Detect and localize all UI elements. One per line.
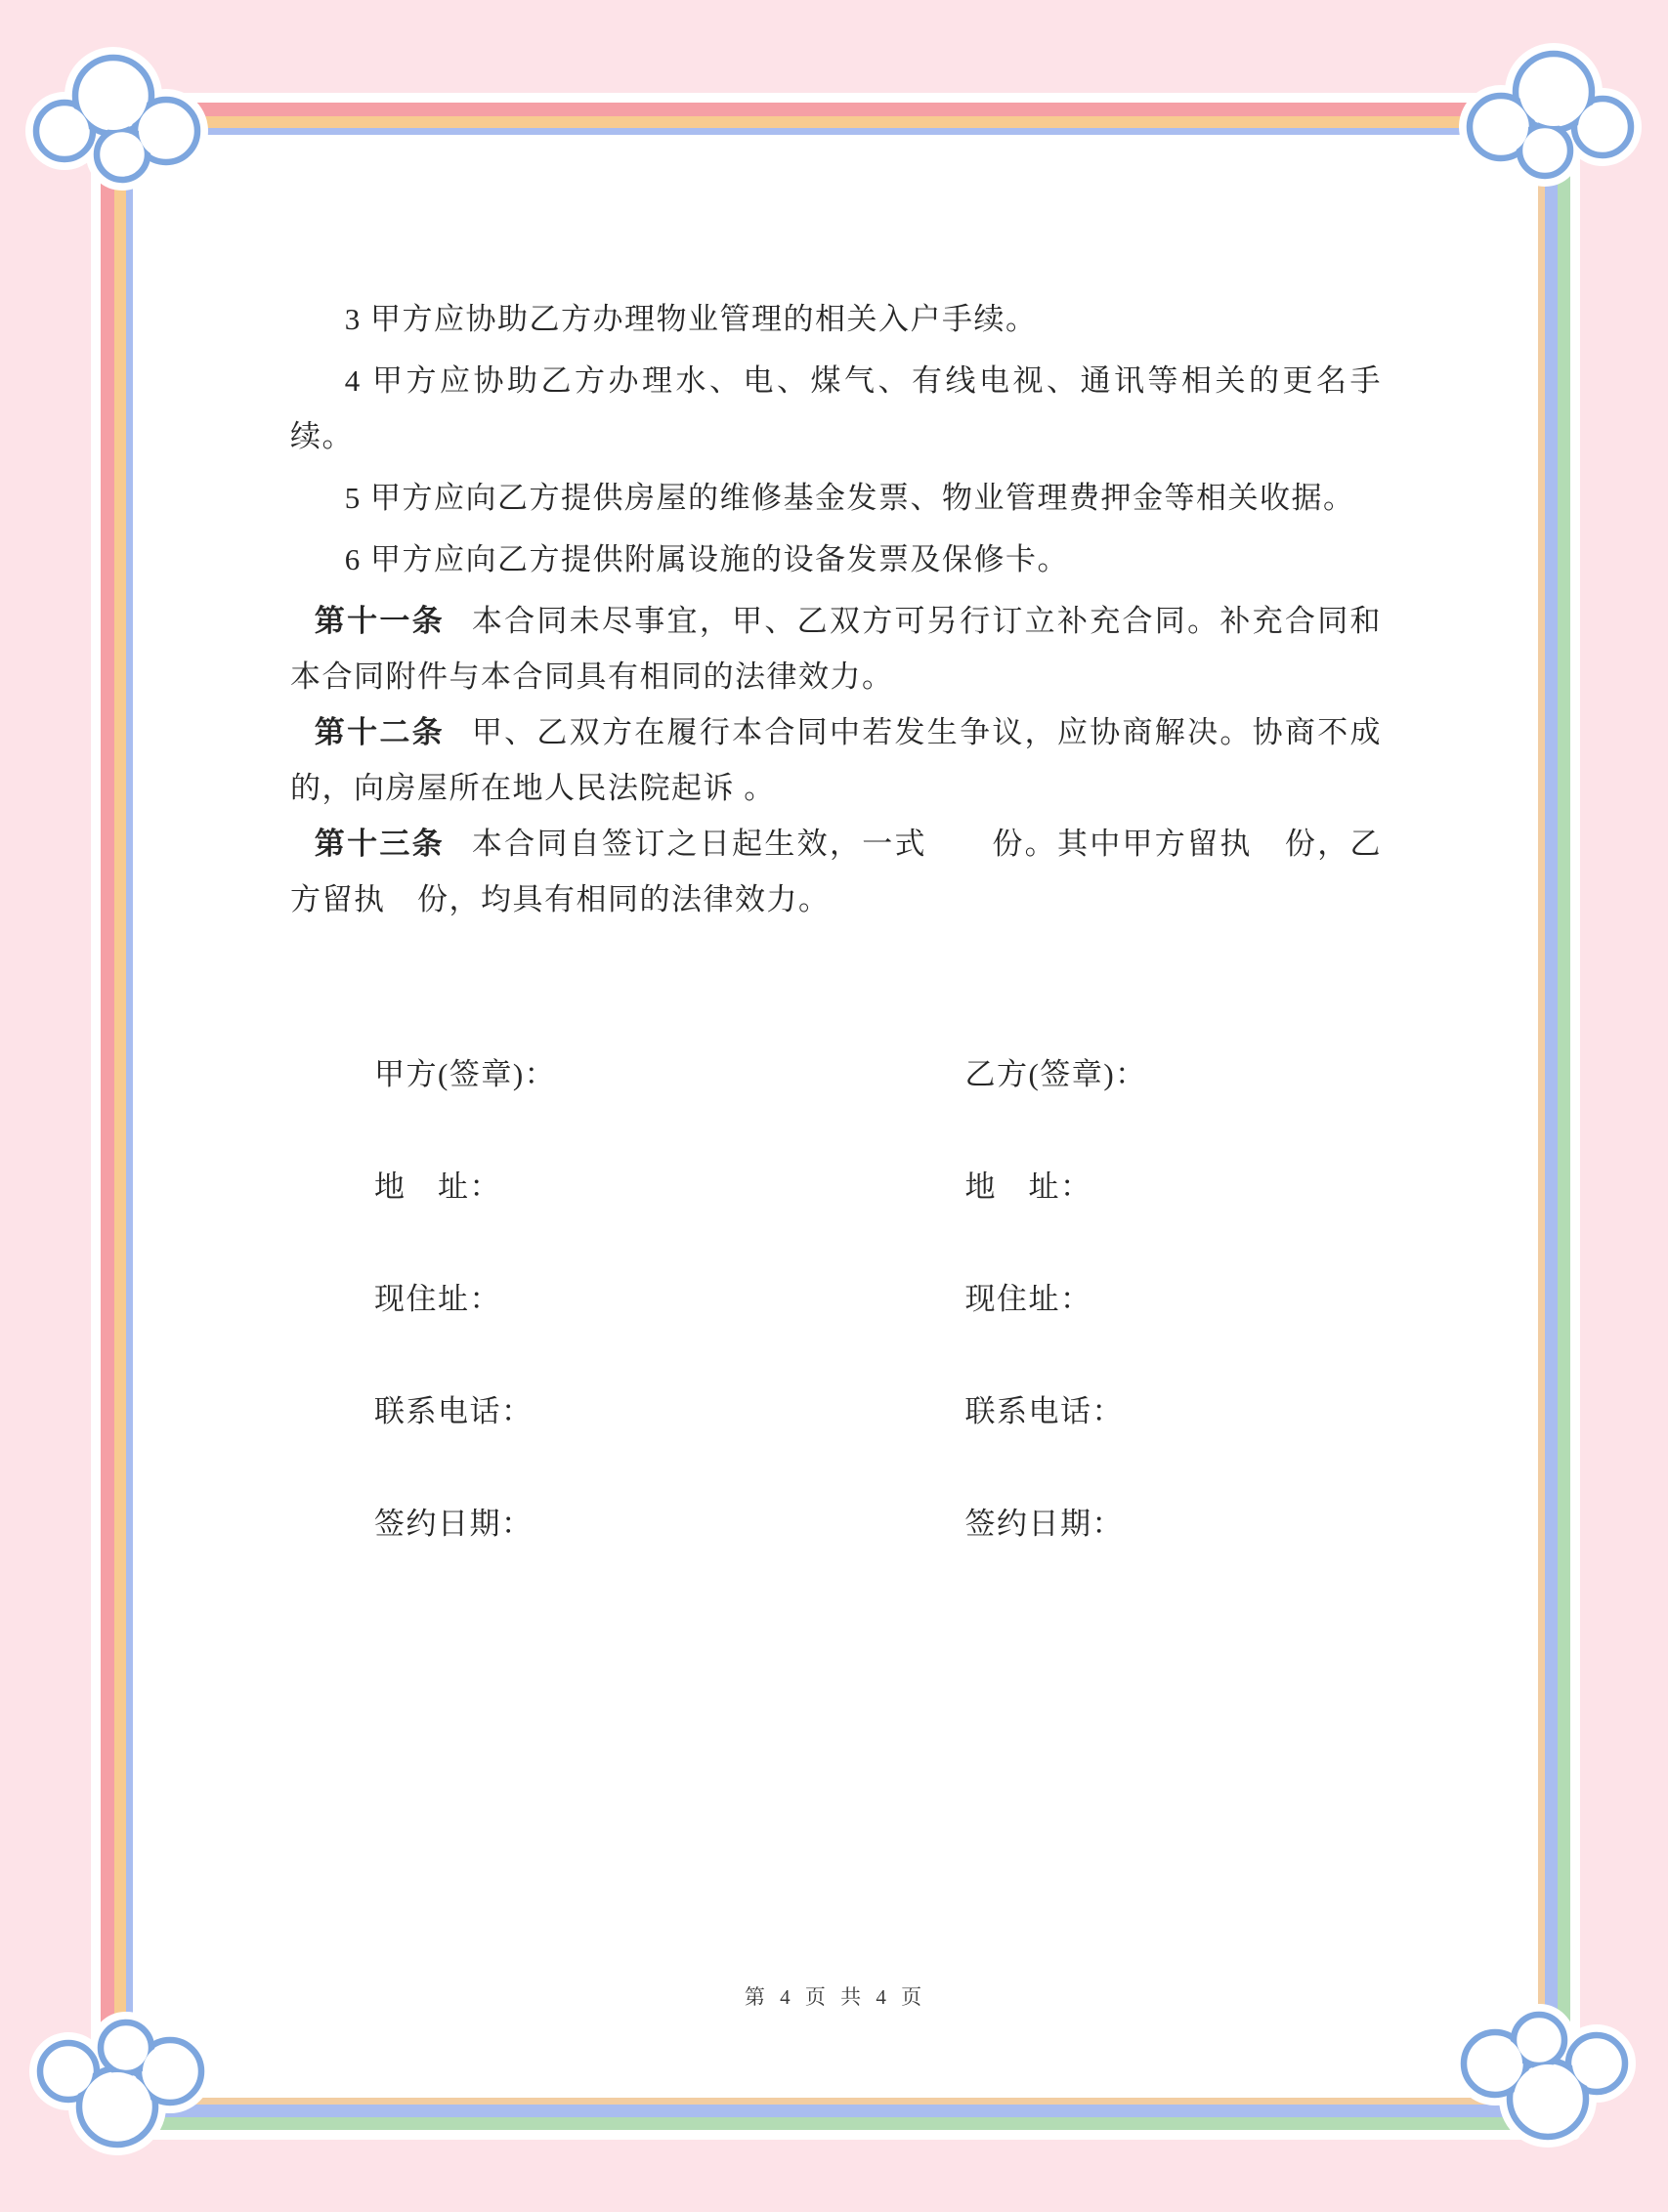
party-a-current-address-label: 现住址： xyxy=(374,1282,501,1316)
contract-body xyxy=(290,291,1382,1552)
party-a-phone-label: 联系电话： xyxy=(374,1394,534,1428)
party-b-phone-label: 联系电话： xyxy=(964,1394,1124,1428)
rainbow-border-bottom xyxy=(101,2098,1570,2130)
contract-clause xyxy=(290,470,1382,526)
party-b-seal-label: 乙方(签章)： xyxy=(964,1057,1147,1091)
page-number: 第 4 页 共 4 页 xyxy=(744,1985,927,2009)
party-b-current-address-label: 现住址： xyxy=(964,1282,1092,1316)
article-term: 第十一条 xyxy=(314,604,445,638)
party-a-address-label: 地 址： xyxy=(374,1170,501,1204)
clause-text: 5 甲方应向乙方提供房屋的维修基金发票、物业管理费押金等相关收据。 xyxy=(344,481,1355,515)
contract-article-11 xyxy=(290,593,1382,704)
cloud-icon xyxy=(35,2017,207,2153)
article-text: 甲、乙双方在履行本合同中若发生争议，应协商解决。协商不成的，向房屋所在地人民法院起诉 。 xyxy=(290,715,1383,805)
article-text: 本合同未尽事宜，甲、乙双方可另行订立补充合同。补充合同和本合同附件与本合同具有相同的法律效力。 xyxy=(290,604,1383,694)
party-a-seal-label: 甲方(签章)： xyxy=(374,1057,557,1091)
clause-text: 4 甲方应协助乙方办理水、电、煤气、有线电视、通讯等相关的更名手续。 xyxy=(290,363,1382,453)
document-page xyxy=(133,135,1538,2098)
rainbow-border-top xyxy=(101,103,1570,135)
cloud-icon xyxy=(31,49,203,186)
rainbow-border-right xyxy=(1538,103,1570,2130)
clause-text: 6 甲方应向乙方提供附属设施的设备发票及保修卡。 xyxy=(344,542,1070,576)
clause-text: 3 甲方应协助乙方办理物业管理的相关入户手续。 xyxy=(344,302,1038,336)
contract-clause xyxy=(290,532,1382,587)
article-term: 第十二条 xyxy=(314,715,445,749)
cloud-icon xyxy=(1464,45,1636,182)
signature-grid xyxy=(290,1046,1382,1552)
contract-article-12 xyxy=(290,704,1382,816)
article-term: 第十三条 xyxy=(314,827,445,861)
article-text: 本合同自签订之日起生效，一式 份。其中甲方留执 份，乙方留执 份，均具有相同的法律效力。 xyxy=(290,827,1383,916)
cloud-icon xyxy=(1458,2009,1630,2146)
party-a-sign-date-label: 签约日期： xyxy=(374,1507,534,1541)
contract-article-13 xyxy=(290,816,1382,927)
party-b-address-label: 地 址： xyxy=(964,1170,1092,1204)
party-b-sign-date-label: 签约日期： xyxy=(964,1507,1124,1541)
rainbow-border-left xyxy=(101,103,133,2130)
contract-clause xyxy=(290,353,1382,464)
contract-clause xyxy=(290,291,1382,347)
